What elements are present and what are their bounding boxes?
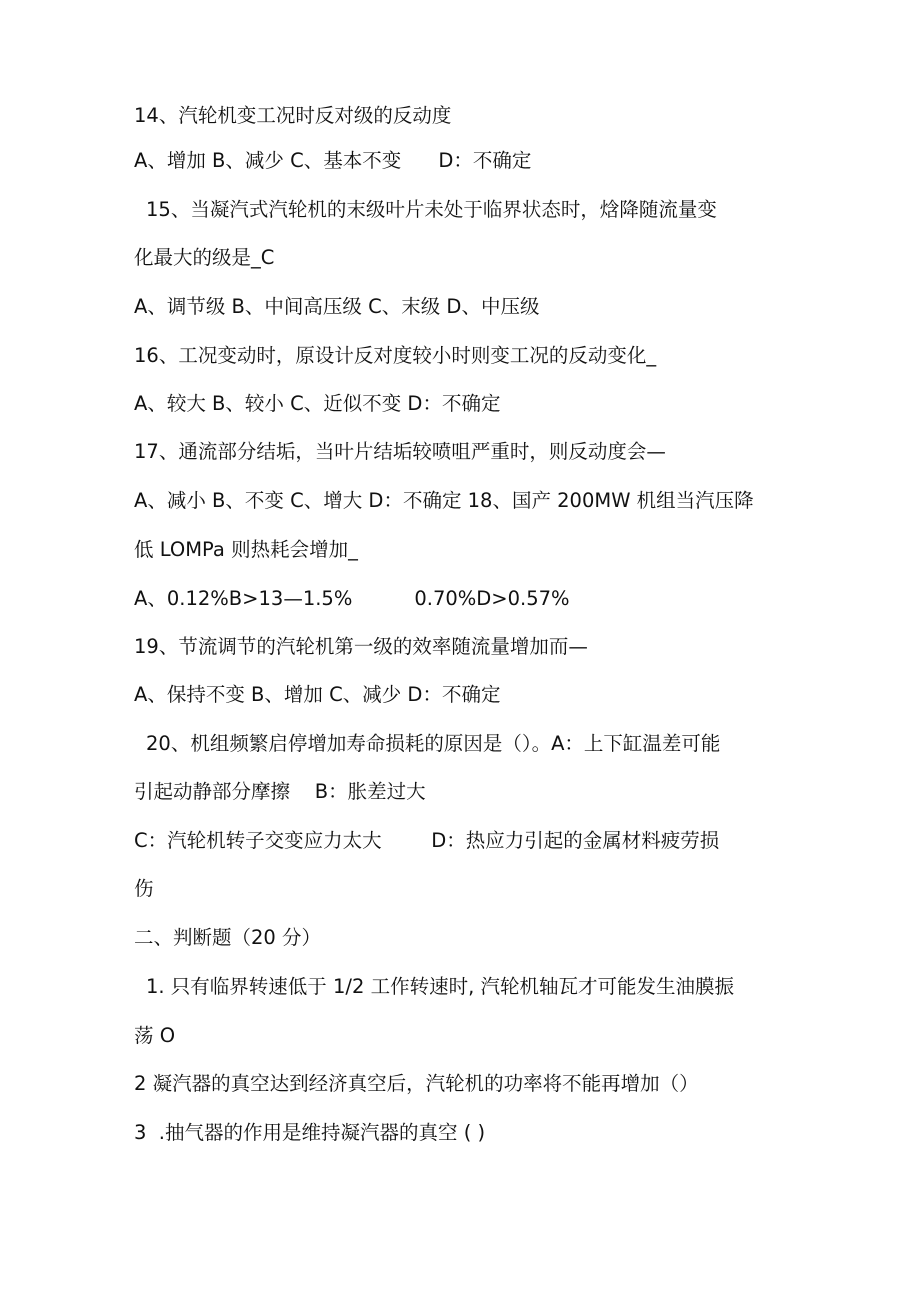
question-18-continued: 低 LOMPa 则热耗会增加_ [134,538,358,561]
judgment-2: 2 凝汽器的真空达到经济真空后，汽轮机的功率将不能再增加（） [134,1072,699,1095]
judgment-3: 3 .抽气器的作用是维持凝汽器的真空 ( ) [134,1121,486,1144]
question-20-options: C：汽轮机转子交变应力太大 D：热应力引起的金属材料疲劳损 [134,829,720,852]
question-20: 20、机组频繁启停增加寿命损耗的原因是（）。A：上下缸温差可能 [146,732,721,755]
question-17-options-and-18: A、减小 B、不变 C、增大 D：不确定 18、国产 200MW 机组当汽压降 [134,489,754,512]
question-17: 17、通流部分结垢，当叶片结垢较喷咀严重时，则反动度会— [134,440,666,463]
question-14-options: A、增加 B、减少 C、基本不变 D：不确定 [134,149,532,172]
question-20-continued: 引起动静部分摩擦 B：胀差过大 [134,780,426,803]
question-18-options: A、0.12%B>13—1.5% 0.70%D>0.57% [134,587,570,610]
judgment-1-continued: 荡 O [134,1024,176,1047]
question-15-continued: 化最大的级是_C [134,246,275,269]
question-19-options: A、保持不变 B、增加 C、减少 D：不确定 [134,683,501,706]
section-heading-true-false: 二、判断题（20 分） [134,926,322,949]
question-15-options: A、调节级 B、中间高压级 C、末级 D、中压级 [134,295,540,318]
question-16-options: A、较大 B、较小 C、近似不变 D：不确定 [134,392,501,415]
question-20-options-continued: 伤 [134,877,154,900]
question-19: 19、节流调节的汽轮机第一级的效率随流量增加而— [134,635,588,658]
question-15: 15、当凝汽式汽轮机的末级叶片未处于临界状态时，焓降随流量变 [146,198,717,221]
question-16: 16、工况变动时，原设计反对度较小时则变工况的反动变化_ [134,344,657,367]
question-14: 14、汽轮机变工况时反对级的反动度 [134,104,452,127]
judgment-1: 1. 只有临界转速低于 1/2 工作转速时, 汽轮机轴瓦才可能发生油膜振 [146,975,734,998]
